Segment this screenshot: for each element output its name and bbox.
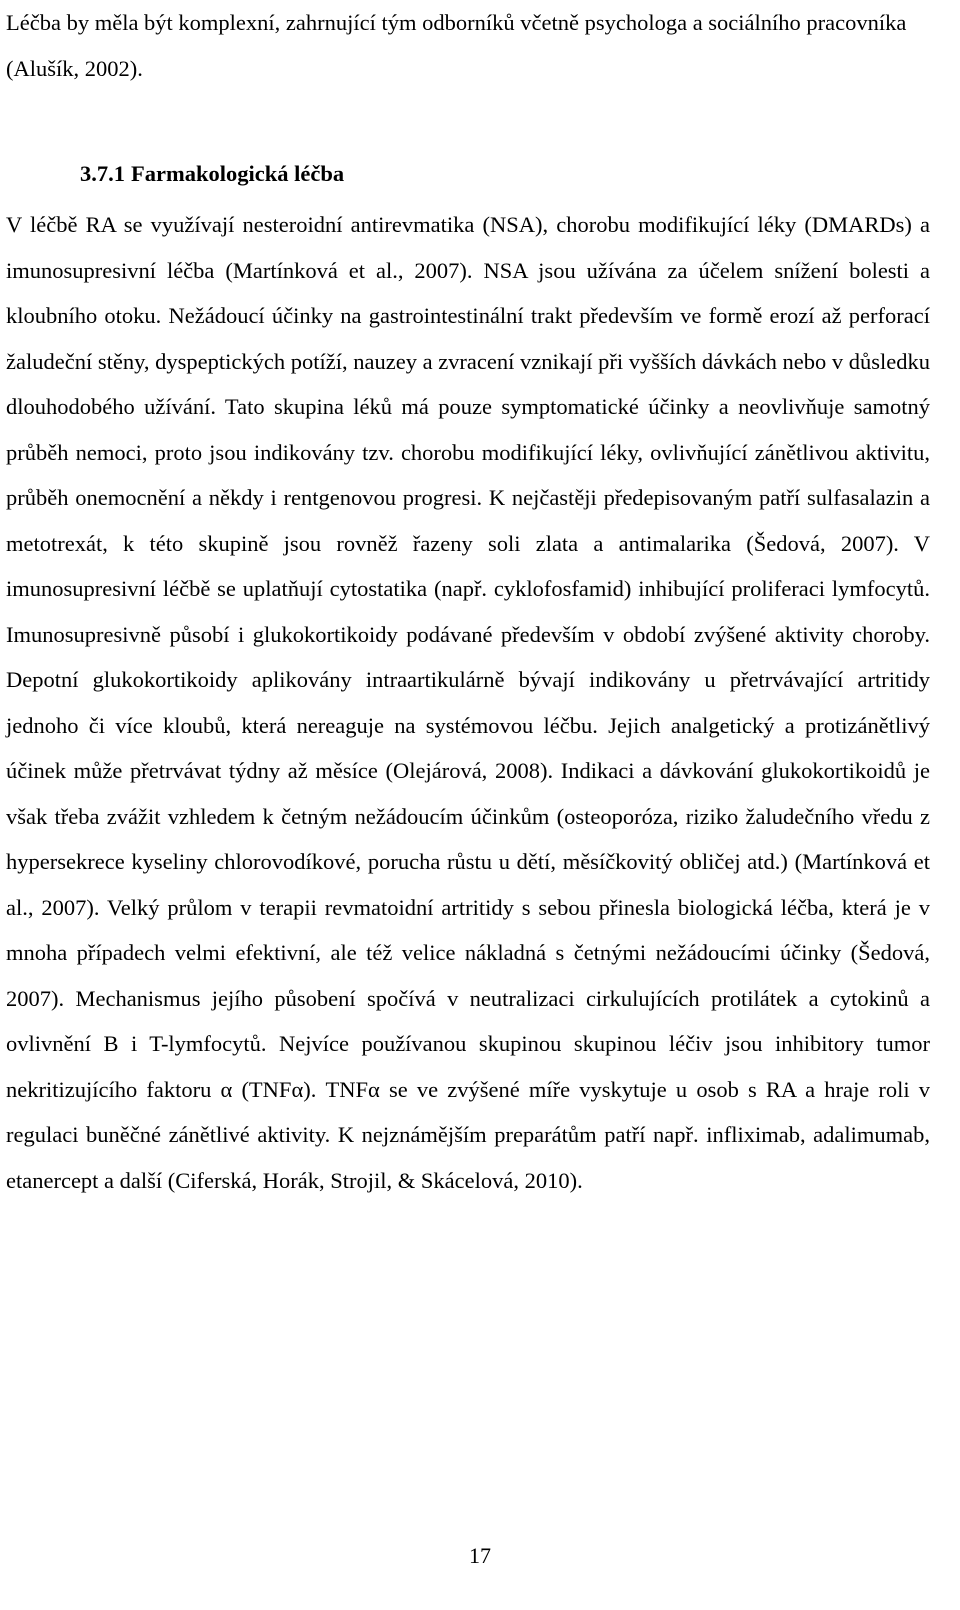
intro-paragraph: Léčba by měla být komplexní, zahrnující tým odborníků včetně psychologa a sociálního pracovníka (Alušík, 2002). [6, 10, 907, 81]
section-number: 3.7.1 [80, 161, 125, 186]
section-title: Farmakologická léčba [131, 161, 345, 186]
section-heading [80, 151, 344, 196]
body-paragraph: V léčbě RA se využívají nesteroidní antirevmatika (NSA), chorobu modifikující léky (DMARDs) a imunosupresivní léčba (Martínková et al., 2007). NSA jsou užívána za účelem snížení bolesti a kloubního otoku. Nežádoucí účinky na gastrointestinální trakt především ve formě erozí až perforací žaludeční stěny, dyspeptických potíží, nauzey a zvracení vznikají při vyšších dávkách nebo v důsledku dlouhodobého užívání. Tato skupina léků má pouze symptomatické účinky a neovlivňuje samotný průběh nemoci, proto jsou indikovány tzv. chorobu modifikující léky, ovlivňující zánětlivou aktivitu, průběh onemocnění a někdy i rentgenovou progresi. K nejčastěji předepisovaným patří sulfasalazin a metotrexát, k této skupině jsou rovněž řazeny soli zlata a antimalarika (Šedová, 2007). V imunosupresivní léčbě se uplatňují cytostatika (např. cyklofosfamid) inhibující proliferaci lymfocytů. Imunosupresivně působí i glukokortikoidy podávané především v období zvýšené aktivity choroby. Depotní glukokortikoidy aplikovány intraartikulárně bývají indikovány u přetrvávající artritidy jednoho či více kloubů, která nereaguje na systémovou léčbu. Jejich analgetický a protizánětlivý účinek může přetrvávat týdny až měsíce (Olejárová, 2008). Indikaci a dávkování glukokortikoidů je však třeba zvážit vzhledem k četným nežádoucím účinkům (osteoporóza, riziko žaludečního vředu z hypersekrece kyseliny chlorovodíkové, porucha růstu u dětí, měsíčkovitý obličej atd.) (Martínková et al., 2007). Velký průlom v terapii revmatoidní artritidy s sebou přinesla biologická léčba, která je v mnoha případech velmi efektivní, ale též velice nákladná s četnými nežádoucími účinky (Šedová, 2007). Mechanismus jejího působení spočívá v neutralizaci cirkulujících protilátek a cytokinů a ovlivnění B i T-lymfocytů. Nejvíce používanou skupinou skupinou léčiv jsou inhibitory tumor nekritizujícího faktoru α (TNFα). TNFα se ve zvýšené míře vyskytuje u osob s RA a hraje roli v regulaci buněčné zánětlivé aktivity. K nejznámějším preparátům patří např. infliximab, adalimumab, etanercept a další (Ciferská, Horák, Strojil, & Skácelová, 2010). [6, 212, 930, 1193]
page-number: 17 [469, 1543, 491, 1568]
